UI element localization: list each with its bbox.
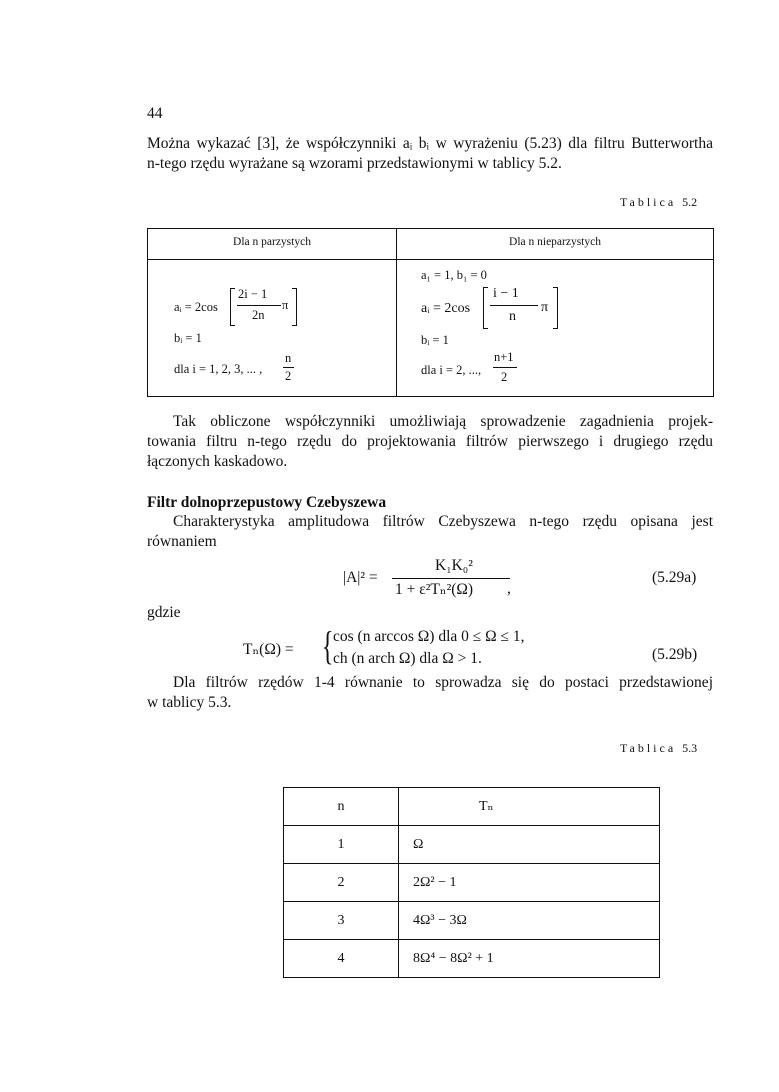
paragraph-cascade (147, 412, 713, 472)
even-range: dla i = 1, 2, 3, ... , (174, 362, 263, 376)
row-n: 2 (284, 864, 399, 902)
header-n-even: Dla n parzystych (233, 236, 311, 248)
paragraph-chebyshev (147, 512, 713, 552)
table-5-3-caption (620, 741, 697, 756)
cascade-line-1: Tak obliczone współczynniki umożliwiają sprowadzenie zagadnienia projek- (173, 413, 713, 430)
table-5-3 (283, 787, 660, 978)
table-5-2-caption (620, 195, 697, 210)
cell-odd-formulas (397, 260, 713, 396)
orders-line-2: w tablicy 5.3. (147, 694, 232, 711)
odd-right-bracket (553, 287, 558, 329)
eq-b-label: (5.29b) (652, 646, 698, 663)
odd-a-numerator: i − 1 (493, 286, 519, 301)
table-header-row (284, 788, 660, 826)
even-range-denominator: 2 (285, 369, 292, 383)
header-n: n (284, 788, 399, 826)
eq-b-lhs: Tₙ(Ω) = (243, 641, 294, 658)
odd-fraction-bar (490, 305, 538, 306)
table-row (284, 826, 660, 864)
odd-first: a₁ = 1, b₁ = 0 (421, 268, 487, 282)
odd-range-denominator: 2 (501, 370, 508, 384)
orders-line-1: Dla filtrów rzędów 1-4 równanie to sprowadza się do postaci przedstawionej (173, 674, 713, 691)
even-a-numerator: 2i − 1 (238, 287, 268, 301)
intro-line-1: Można wykazać [3], że współczynniki aᵢ bᵢ w wyrażeniu (5.23) dla filtru Butterwortha (147, 135, 713, 152)
odd-left-bracket (483, 287, 488, 329)
odd-range-bar (493, 367, 517, 368)
row-tn: 8Ω⁴ − 8Ω² + 1 (399, 940, 660, 978)
row-tn: 2Ω² − 1 (399, 864, 660, 902)
header-n-odd: Dla n nieparzystych (509, 236, 601, 248)
even-a-lhs: aᵢ = 2cos (174, 300, 218, 314)
section-title: Filtr dolnoprzepustowy Czebyszewa (147, 494, 387, 511)
intro-line-2: n-tego rzędu wyrażane są wzorami przedstawionymi w tablicy 5.2. (147, 155, 562, 172)
even-a-pi: π (282, 298, 289, 312)
eq-a-label: (5.29a) (652, 569, 697, 586)
even-fraction-bar (237, 305, 281, 306)
odd-a-lhs: aᵢ = 2cos (421, 301, 471, 316)
table-row (284, 902, 660, 940)
table-5-3-label: Tablica (620, 741, 677, 755)
eq-b-case-1: cos (n arccos Ω) dla 0 ≤ Ω ≤ 1, (333, 628, 525, 645)
odd-a-denominator: n (509, 309, 516, 324)
eq-a-numerator: K₁K₀² (435, 557, 473, 574)
even-range-numerator: n (285, 351, 292, 365)
equation-5-29b (0, 623, 779, 672)
row-n: 3 (284, 902, 399, 940)
cascade-line-2: towania filtru n-tego rzędu do projektowania filtrów pierwszego i drugiego rzędu (147, 433, 713, 450)
even-range-bar (283, 367, 294, 368)
even-right-bracket (292, 288, 297, 326)
row-tn: Ω (399, 826, 660, 864)
row-tn: 4Ω³ − 3Ω (399, 902, 660, 940)
even-left-bracket (230, 288, 235, 326)
eq-a-comma: , (507, 580, 511, 597)
even-a-denominator: 2n (252, 308, 265, 322)
chebyshev-line-1: Charakterystyka amplitudowa filtrów Czebyszewa n-tego rzędu opisana jest (173, 513, 713, 530)
equation-5-29a (0, 555, 779, 605)
gdzie-label: gdzie (147, 604, 181, 621)
table-5-2-label: Tablica (620, 195, 677, 209)
odd-range: dla i = 2, ..., (421, 363, 482, 377)
even-b: bᵢ = 1 (174, 331, 202, 345)
row-n: 1 (284, 826, 399, 864)
header-tn: Tₙ (399, 788, 660, 826)
cell-even-formulas (148, 260, 396, 396)
eq-b-case-2: ch (n arch Ω) dla Ω > 1. (333, 650, 482, 667)
cascade-line-3: łączonych kaskadowo. (147, 453, 288, 470)
eq-b-brace: { (321, 623, 334, 668)
table-5-2-number: 5.2 (682, 195, 698, 209)
odd-range-numerator: n+1 (494, 350, 514, 364)
odd-a-pi: π (541, 300, 549, 315)
chebyshev-line-2: równaniem (147, 533, 217, 550)
table-row (284, 940, 660, 978)
intro-paragraph (147, 134, 713, 174)
odd-b: bᵢ = 1 (421, 333, 449, 347)
table-row (284, 864, 660, 902)
row-n: 4 (284, 940, 399, 978)
eq-a-fraction-bar (392, 578, 510, 579)
page-number: 44 (147, 105, 163, 122)
paragraph-orders (147, 673, 713, 713)
eq-a-lhs: |A|² = (343, 569, 378, 586)
table-5-3-number: 5.3 (682, 741, 698, 755)
eq-a-denominator: 1 + ε²Tₙ²(Ω) (395, 581, 474, 598)
table-5-2 (147, 228, 714, 397)
